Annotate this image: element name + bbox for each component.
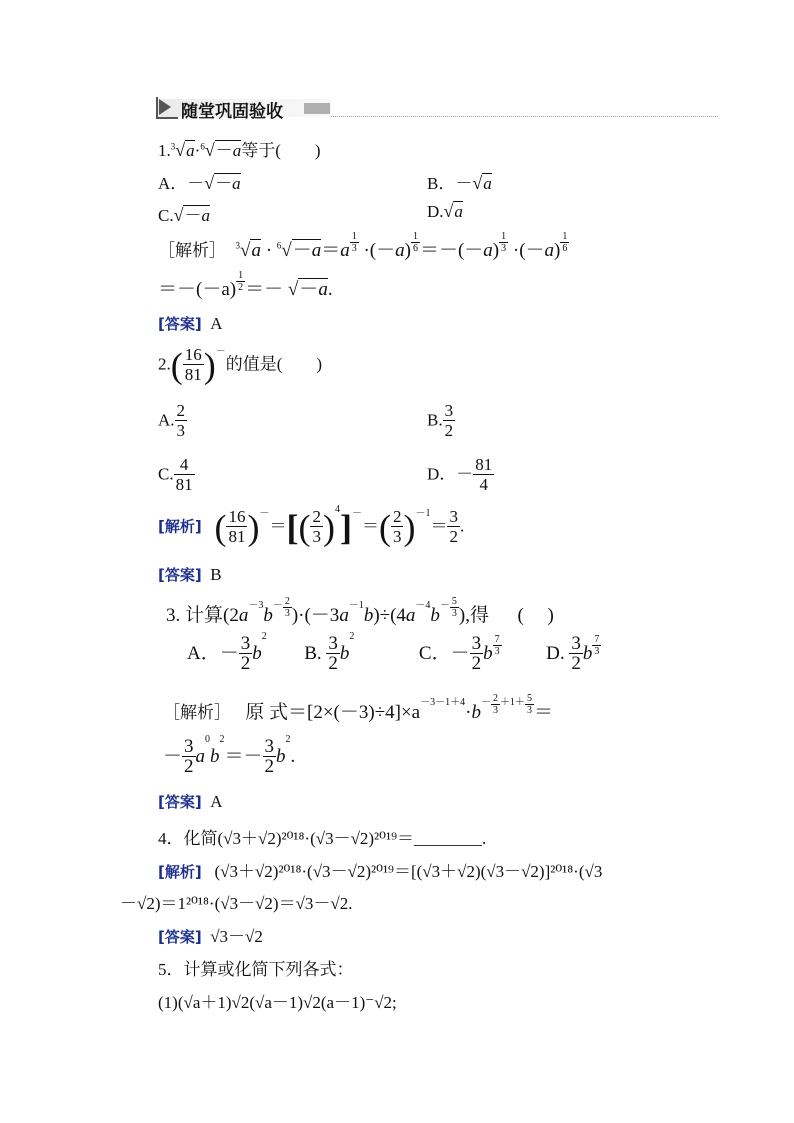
q1-answer-tag: [答案] [158, 315, 202, 333]
q2-option-a-num: 2 [176, 401, 186, 420]
q3-analysis-exp: －3－1＋4 [420, 697, 466, 708]
q4-analysis-text1: (√3＋√2)²⁰¹⁸·(√3－√2)²⁰¹⁹＝[(√3＋√2)(√3－√2)]²⁰¹⁸·(√3 [214, 862, 603, 881]
q2-answer-value: B [210, 565, 222, 584]
q2-frac-num: 16 [184, 345, 202, 364]
q3-options [187, 631, 601, 674]
q4-analysis-line1 [158, 857, 602, 882]
q1-stem: 1.$^3$√a·$^6$√－a等于( ) [158, 140, 321, 160]
q1-option-c: C.√－a [158, 205, 210, 225]
q3-option-c: C．－ $\frac{3}{2}$ b $\frac{7}{3}$ [418, 633, 500, 674]
q2-option-b-label: B. [427, 410, 443, 430]
q1-analysis-line2b-text: ＝－ [245, 279, 284, 300]
q4-analysis-line2: －√2)＝1²⁰¹⁸·(√3－√2)＝√3－√2. [120, 894, 353, 913]
q4-answer-tag: [答案] [158, 928, 202, 946]
q2-option-a-den: 3 [176, 421, 186, 440]
q3-option-b: B. $\frac{3}{2}$ $b^2$ [304, 631, 355, 674]
q1-option-a: A．－√－a [158, 173, 241, 193]
section-header [156, 95, 718, 122]
q1-option-d-label: D. [427, 202, 444, 221]
q2-option-c-num: 4 [174, 456, 195, 475]
q3-answer-value: A [210, 792, 223, 811]
q1-answer-value: A [210, 314, 223, 333]
section-title: 随堂巩固验收 [181, 102, 283, 122]
q1-analysis-tag: ［解析］ [158, 241, 226, 261]
q2-option-a-label: A. [158, 410, 175, 430]
q2-option-c-label: C. [158, 464, 174, 484]
q3-option-d: D. $\frac{3}{2}$ b $\frac{7}{3}$ [546, 633, 600, 674]
q5-stem: 5．计算或化简下列各式： [158, 960, 354, 979]
q2-frac-den: 81 [184, 365, 202, 384]
q1-option-b-label: B．－ [427, 174, 473, 193]
q2-option-b-den: 2 [444, 421, 454, 440]
q2-answer [158, 564, 222, 585]
q3-analysis-line2: － $\frac{3}{2}$ $a^0b^2=-$ $\frac{3}{2}$ $b^2$. [163, 734, 296, 777]
q2-option-d-num: 81 [475, 455, 493, 474]
header-grey-block [304, 103, 330, 114]
q4-stem: 4．化简(√3＋√2)²⁰¹⁸·(√3－√2)²⁰¹⁹＝________. [158, 829, 487, 848]
q2-option-d [427, 456, 494, 495]
q2-analysis: [解析] ( $\frac{16}{81}$ )－＝[( $\frac{2}{3}$ )$^4$]－＝( $\frac{2}{3}$ )$^{-1}$＝ $\frac{3}{2}$ . [158, 504, 465, 548]
play-triangle-icon [159, 99, 171, 115]
q1-option-a-label: A．－ [158, 174, 205, 193]
q3-analysis-line1: ［解析］ 原 式$=[2\times(-3)\div 4]\times a^{-3-1+4}\cdot b^-$ $\frac{2}{3}$ $^{+1+}$ $\frac{5}{3}$ ＝ [163, 693, 553, 723]
q2-option-a [158, 402, 187, 441]
q2-option-c-den: 81 [175, 475, 193, 494]
q2-option-d-label: D．－ [427, 464, 474, 484]
q1-stem-text: 等于( ) [241, 141, 321, 160]
q4-analysis-tag: [解析] [158, 863, 202, 881]
header-dotted-line [331, 116, 718, 117]
q1-option-b: B．－√a [427, 173, 492, 193]
q3-option-a: A．－ $\frac{3}{2}$ $b^2$ [187, 631, 267, 674]
q4-answer [158, 922, 263, 947]
q1-option-d: D.√a [427, 201, 463, 221]
q3-answer [158, 791, 223, 812]
q2-option-c [158, 456, 195, 495]
q3-analysis-tag: ［解析］ [163, 703, 231, 723]
q1-analysis-line2: ＝－(－a) $\frac{1}{2}$ ＝－ √－a. [158, 270, 333, 300]
q2-option-b-num: 3 [444, 401, 454, 420]
q1-analysis-line2-text: ＝－(－a) [158, 279, 237, 300]
q3-answer-tag: [答案] [158, 793, 202, 811]
q1-option-c-label: C. [158, 206, 174, 225]
q2-answer-tag: [答案] [158, 566, 202, 584]
q3-analysis-text: 原 式＝[2×(－3)÷4]×a [245, 702, 421, 723]
q2-stem-text: 的值是( ) [225, 354, 323, 374]
q2-number: 2. [158, 354, 171, 374]
q5-item1: (1)(√a＋1)√2(√a－1)√2(a－1)⁻√2; [158, 993, 397, 1012]
q2-analysis-tag: [解析] [158, 517, 202, 536]
q1-number: 1. [158, 141, 171, 160]
q1-answer [158, 313, 223, 334]
q3-stem: 3. 计算($2a^{-3}b^-$ $\frac{2}{3}$ )$\cdot(-3a^{-1}b)\div(4a^{-4}b^-$ $\frac{5}{3}$ ),得 ( ) [166, 596, 554, 626]
q1-analysis-line1: ［解析］ $^3$√a · $^6$√－a＝a $\frac{1}{3}$ ·(－a) $\frac{1}{6}$ ＝－(－a) $\frac{1}{3}$ ·(－a) $\frac{1}{6}$ [158, 231, 568, 261]
q2-option-d-den: 4 [479, 475, 489, 494]
q2-option-b [427, 402, 455, 441]
q4-answer-value: √3－√2 [210, 927, 263, 946]
q2-stem: 2.( $\frac{16}{81}$ )－的值是( ) [158, 345, 323, 386]
